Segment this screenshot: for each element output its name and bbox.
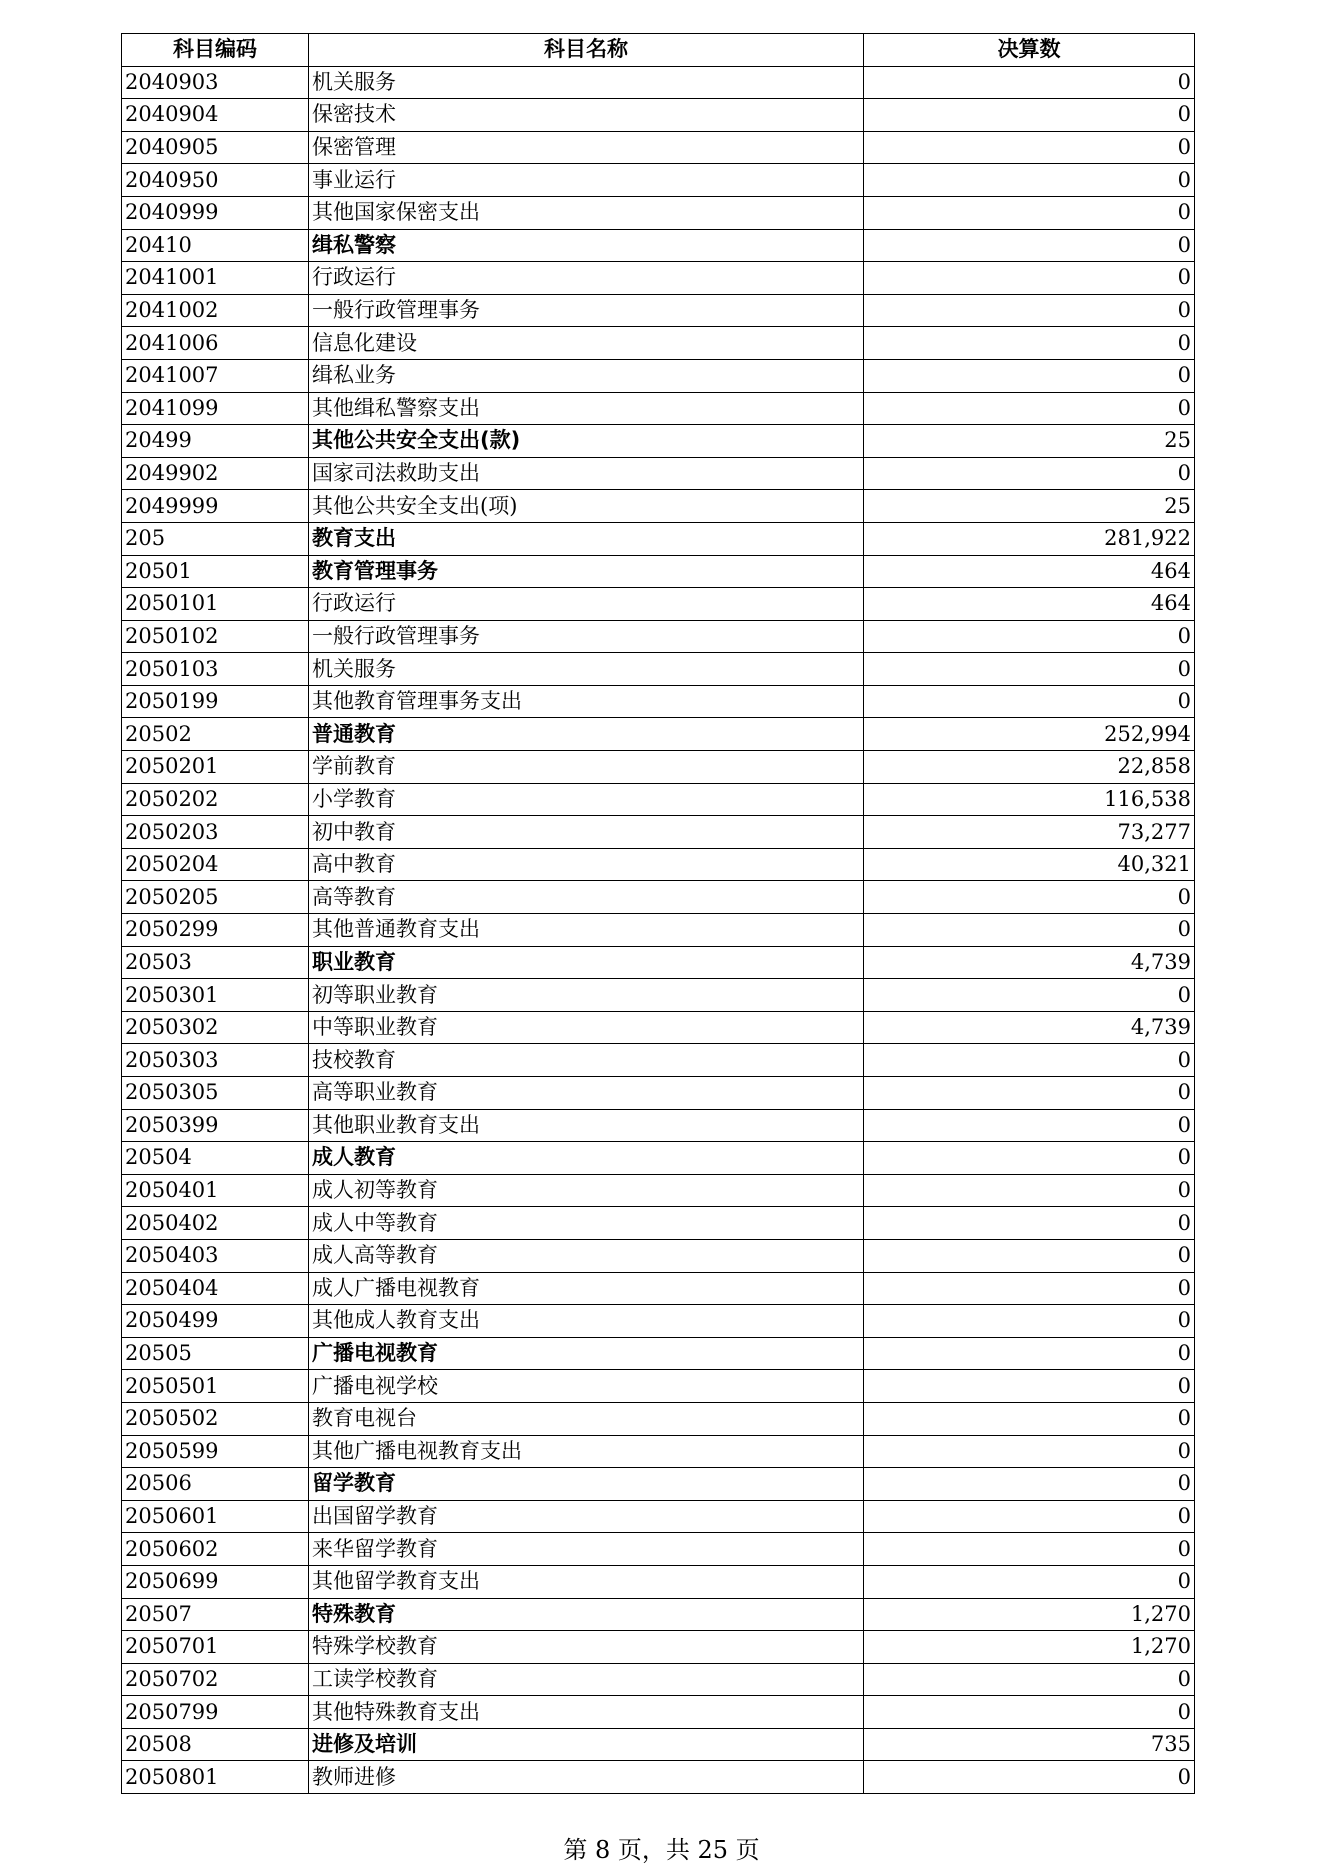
row-name: 普通教育	[309, 718, 864, 751]
row-amount: 1,270	[864, 1631, 1195, 1664]
row-amount: 281,922	[864, 522, 1195, 555]
table-row	[122, 783, 1195, 816]
table-row	[122, 1402, 1195, 1435]
table-row	[122, 1011, 1195, 1044]
table-row	[122, 1468, 1195, 1501]
table-row	[122, 425, 1195, 458]
table-row	[122, 1696, 1195, 1729]
row-amount: 0	[864, 196, 1195, 229]
row-code: 2050702	[122, 1663, 309, 1696]
row-name: 缉私业务	[309, 359, 864, 392]
row-code: 2050305	[122, 1077, 309, 1110]
row-amount: 0	[864, 1077, 1195, 1110]
table-row	[122, 620, 1195, 653]
row-code: 2041002	[122, 294, 309, 327]
row-amount: 0	[864, 99, 1195, 132]
row-code: 20501	[122, 555, 309, 588]
row-code: 2050701	[122, 1631, 309, 1664]
row-code: 2049902	[122, 457, 309, 490]
row-amount: 0	[864, 229, 1195, 262]
row-name: 成人中等教育	[309, 1207, 864, 1240]
row-amount: 0	[864, 685, 1195, 718]
table-row	[122, 1435, 1195, 1468]
row-code: 20504	[122, 1142, 309, 1175]
row-code: 20508	[122, 1728, 309, 1761]
row-name: 保密技术	[309, 99, 864, 132]
table-row	[122, 1142, 1195, 1175]
row-amount: 0	[864, 392, 1195, 425]
row-code: 2040999	[122, 196, 309, 229]
row-amount: 0	[864, 1109, 1195, 1142]
row-code: 20507	[122, 1598, 309, 1631]
row-amount: 40,321	[864, 848, 1195, 881]
row-amount: 0	[864, 1435, 1195, 1468]
table-row	[122, 1663, 1195, 1696]
row-code: 2049999	[122, 490, 309, 523]
row-code: 2041001	[122, 262, 309, 295]
row-code: 2041099	[122, 392, 309, 425]
table-row	[122, 164, 1195, 197]
table-body	[122, 66, 1195, 1793]
row-code: 2050799	[122, 1696, 309, 1729]
table-row	[122, 1370, 1195, 1403]
row-amount: 0	[864, 1500, 1195, 1533]
row-name: 成人教育	[309, 1142, 864, 1175]
row-name: 教师进修	[309, 1761, 864, 1794]
table-row	[122, 262, 1195, 295]
table-row	[122, 66, 1195, 99]
row-code: 20499	[122, 425, 309, 458]
row-name: 一般行政管理事务	[309, 620, 864, 653]
row-name: 其他普通教育支出	[309, 914, 864, 947]
row-code: 2041007	[122, 359, 309, 392]
table-row	[122, 1305, 1195, 1338]
row-code: 2050404	[122, 1272, 309, 1305]
row-name: 出国留学教育	[309, 1500, 864, 1533]
row-amount: 252,994	[864, 718, 1195, 751]
row-amount: 0	[864, 1761, 1195, 1794]
row-name: 国家司法救助支出	[309, 457, 864, 490]
row-amount: 116,538	[864, 783, 1195, 816]
row-amount: 0	[864, 1402, 1195, 1435]
row-name: 其他缉私警察支出	[309, 392, 864, 425]
row-code: 2050202	[122, 783, 309, 816]
table-row	[122, 131, 1195, 164]
row-code: 2050501	[122, 1370, 309, 1403]
table-row	[122, 881, 1195, 914]
row-code: 2050199	[122, 685, 309, 718]
row-amount: 0	[864, 457, 1195, 490]
table-row	[122, 1207, 1195, 1240]
row-amount: 0	[864, 1207, 1195, 1240]
table-row	[122, 914, 1195, 947]
table-row	[122, 1500, 1195, 1533]
table-row	[122, 751, 1195, 784]
row-amount: 0	[864, 1239, 1195, 1272]
row-amount: 0	[864, 1305, 1195, 1338]
row-amount: 0	[864, 66, 1195, 99]
row-name: 教育支出	[309, 522, 864, 555]
row-amount: 0	[864, 881, 1195, 914]
page-footer: 第 8 页，共 25 页	[563, 1836, 760, 1864]
table-row	[122, 718, 1195, 751]
row-code: 2050303	[122, 1044, 309, 1077]
row-amount: 0	[864, 359, 1195, 392]
row-code: 2050204	[122, 848, 309, 881]
table-row	[122, 946, 1195, 979]
row-name: 缉私警察	[309, 229, 864, 262]
table-row	[122, 555, 1195, 588]
row-name: 机关服务	[309, 66, 864, 99]
row-amount: 464	[864, 588, 1195, 621]
row-amount: 0	[864, 1533, 1195, 1566]
row-name: 成人广播电视教育	[309, 1272, 864, 1305]
table-row	[122, 1728, 1195, 1761]
row-amount: 25	[864, 490, 1195, 523]
table-row	[122, 1077, 1195, 1110]
row-name: 高等职业教育	[309, 1077, 864, 1110]
row-amount: 4,739	[864, 1011, 1195, 1044]
table-row	[122, 1761, 1195, 1794]
row-name: 中等职业教育	[309, 1011, 864, 1044]
row-code: 2050301	[122, 979, 309, 1012]
row-amount: 73,277	[864, 816, 1195, 849]
row-amount: 0	[864, 1696, 1195, 1729]
row-name: 其他广播电视教育支出	[309, 1435, 864, 1468]
row-code: 205	[122, 522, 309, 555]
row-name: 教育管理事务	[309, 555, 864, 588]
row-name: 小学教育	[309, 783, 864, 816]
table-row	[122, 685, 1195, 718]
row-code: 2050302	[122, 1011, 309, 1044]
row-name: 机关服务	[309, 653, 864, 686]
row-amount: 4,739	[864, 946, 1195, 979]
row-amount: 0	[864, 1468, 1195, 1501]
row-name: 进修及培训	[309, 1728, 864, 1761]
row-name: 留学教育	[309, 1468, 864, 1501]
row-code: 2050801	[122, 1761, 309, 1794]
row-name: 广播电视学校	[309, 1370, 864, 1403]
header-code: 科目编码	[122, 34, 309, 67]
row-amount: 0	[864, 1337, 1195, 1370]
row-code: 2040950	[122, 164, 309, 197]
row-code: 2040903	[122, 66, 309, 99]
row-amount: 464	[864, 555, 1195, 588]
row-name: 其他国家保密支出	[309, 196, 864, 229]
row-amount: 0	[864, 1663, 1195, 1696]
row-name: 一般行政管理事务	[309, 294, 864, 327]
row-amount: 25	[864, 425, 1195, 458]
row-name: 初中教育	[309, 816, 864, 849]
row-code: 2050502	[122, 1402, 309, 1435]
row-amount: 0	[864, 131, 1195, 164]
row-name: 其他公共安全支出(项)	[309, 490, 864, 523]
row-name: 其他职业教育支出	[309, 1109, 864, 1142]
table-header-row	[122, 34, 1195, 67]
row-name: 来华留学教育	[309, 1533, 864, 1566]
row-name: 工读学校教育	[309, 1663, 864, 1696]
table-row	[122, 1174, 1195, 1207]
row-code: 2050401	[122, 1174, 309, 1207]
row-name: 初等职业教育	[309, 979, 864, 1012]
header-amount: 决算数	[864, 34, 1195, 67]
row-amount: 0	[864, 1272, 1195, 1305]
table-row	[122, 1272, 1195, 1305]
table-row	[122, 1565, 1195, 1598]
row-code: 20502	[122, 718, 309, 751]
row-code: 2041006	[122, 327, 309, 360]
row-code: 20506	[122, 1468, 309, 1501]
table-row	[122, 1239, 1195, 1272]
row-amount: 0	[864, 1565, 1195, 1598]
row-code: 2050101	[122, 588, 309, 621]
row-amount: 1,270	[864, 1598, 1195, 1631]
row-code: 2050699	[122, 1565, 309, 1598]
row-name: 高中教育	[309, 848, 864, 881]
table-row	[122, 588, 1195, 621]
table-row	[122, 848, 1195, 881]
row-name: 信息化建设	[309, 327, 864, 360]
row-amount: 0	[864, 1142, 1195, 1175]
row-amount: 0	[864, 979, 1195, 1012]
row-code: 20410	[122, 229, 309, 262]
table-row	[122, 1631, 1195, 1664]
row-amount: 0	[864, 327, 1195, 360]
row-name: 成人高等教育	[309, 1239, 864, 1272]
row-name: 其他留学教育支出	[309, 1565, 864, 1598]
row-amount: 735	[864, 1728, 1195, 1761]
row-name: 行政运行	[309, 262, 864, 295]
row-name: 特殊教育	[309, 1598, 864, 1631]
row-code: 2050299	[122, 914, 309, 947]
table-row	[122, 196, 1195, 229]
row-amount: 0	[864, 1044, 1195, 1077]
row-amount: 0	[864, 914, 1195, 947]
table-row	[122, 1598, 1195, 1631]
row-name: 其他公共安全支出(款)	[309, 425, 864, 458]
row-code: 2040905	[122, 131, 309, 164]
row-name: 技校教育	[309, 1044, 864, 1077]
row-code: 2050203	[122, 816, 309, 849]
table-row	[122, 294, 1195, 327]
row-amount: 22,858	[864, 751, 1195, 784]
row-code: 2050499	[122, 1305, 309, 1338]
table-row	[122, 653, 1195, 686]
row-name: 事业运行	[309, 164, 864, 197]
row-code: 2040904	[122, 99, 309, 132]
table-row	[122, 979, 1195, 1012]
row-code: 2050599	[122, 1435, 309, 1468]
table-row	[122, 522, 1195, 555]
row-code: 2050402	[122, 1207, 309, 1240]
table-row	[122, 816, 1195, 849]
row-name: 其他特殊教育支出	[309, 1696, 864, 1729]
row-name: 高等教育	[309, 881, 864, 914]
row-name: 保密管理	[309, 131, 864, 164]
row-name: 职业教育	[309, 946, 864, 979]
row-code: 2050201	[122, 751, 309, 784]
row-code: 2050103	[122, 653, 309, 686]
table-row	[122, 99, 1195, 132]
row-amount: 0	[864, 620, 1195, 653]
row-name: 其他教育管理事务支出	[309, 685, 864, 718]
row-amount: 0	[864, 294, 1195, 327]
row-name: 教育电视台	[309, 1402, 864, 1435]
row-name: 广播电视教育	[309, 1337, 864, 1370]
table-row	[122, 490, 1195, 523]
table-row	[122, 229, 1195, 262]
row-code: 2050403	[122, 1239, 309, 1272]
row-amount: 0	[864, 653, 1195, 686]
table-row	[122, 392, 1195, 425]
row-name: 学前教育	[309, 751, 864, 784]
row-code: 20503	[122, 946, 309, 979]
row-name: 其他成人教育支出	[309, 1305, 864, 1338]
row-amount: 0	[864, 262, 1195, 295]
row-amount: 0	[864, 1174, 1195, 1207]
budget-table	[121, 33, 1195, 1794]
table-row	[122, 1533, 1195, 1566]
row-amount: 0	[864, 1370, 1195, 1403]
row-code: 20505	[122, 1337, 309, 1370]
table-row	[122, 1044, 1195, 1077]
row-code: 2050399	[122, 1109, 309, 1142]
row-code: 2050602	[122, 1533, 309, 1566]
row-name: 特殊学校教育	[309, 1631, 864, 1664]
row-code: 2050205	[122, 881, 309, 914]
table-row	[122, 327, 1195, 360]
row-code: 2050102	[122, 620, 309, 653]
row-name: 行政运行	[309, 588, 864, 621]
row-name: 成人初等教育	[309, 1174, 864, 1207]
row-code: 2050601	[122, 1500, 309, 1533]
table-row	[122, 457, 1195, 490]
table-row	[122, 1109, 1195, 1142]
table-row	[122, 1337, 1195, 1370]
table-row	[122, 359, 1195, 392]
row-amount: 0	[864, 164, 1195, 197]
header-name: 科目名称	[309, 34, 864, 67]
